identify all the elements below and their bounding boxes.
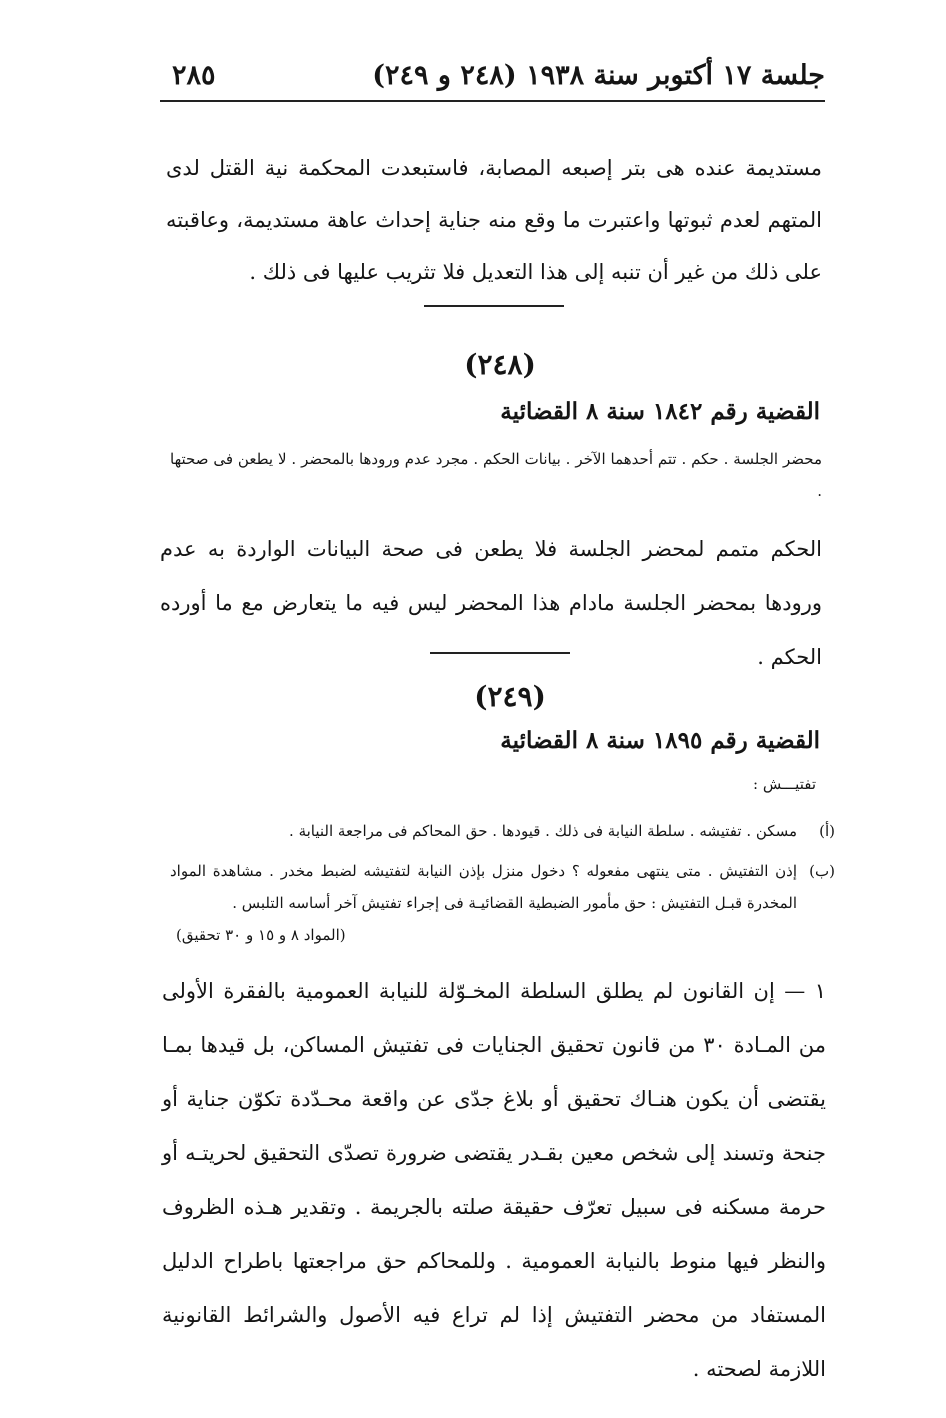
separator-rule [424, 305, 564, 307]
item-text: إذن التفتيش . متى ينتهى مفعوله ؟ دخول منزل بإذن النيابة لتفتيشه لضبط مخدر . مشاهدة المواد المخدرة قبـل التفتيش : حق مأمور الضبطية القضائيـة فى إجراء تفتيش آخر أساسه التلبس . [170, 862, 797, 912]
item-marker: (أ) [819, 822, 835, 840]
page-header [160, 58, 825, 100]
item-text: مسكن . تفتيشه . سلطة النيابة فى ذلك . قيودها . حق المحاكم فى مراجعة النيابة . [289, 822, 797, 840]
case-summary-248: محضر الجلسة . حكم . تتم أحدهما الآخر . بيانات الحكم . مجرد عدم ورودها بالمحضر . لا يطعن فى صحتها . [170, 450, 822, 500]
separator-rule [430, 652, 570, 654]
case-body-249: ١ — إن القانون لم يطلق السلطة المخـوّلة للنيابة العمومية بالفقرة الأولى من المـادة ٣٠ من قانون تحقيق الجنايات فى تفتيش المساكن، بل قيدها بمـا يقتضى أن يكون هنـاك تحقيق أو بلاغ جدّى عن واقعة محـدّدة تكوّن جناية أو جنحة وتسند إلى شخص معين بقـدر يقتضى ضرورة تصدّى التحقيق لحريتـه أو حرمة مسكنه فى سبيل تعرّف حقيقة صلته بالجريمة . وتقدير هـذه الظروف والنظر فيها منوط بالنيابة العمومية . وللمحاكم حق مراجعتها باطراح الدليل المستفاد من محضر التفتيش إذا لم تراع فيه الأصول والشرائط القانونية اللازمة لصحته . [162, 979, 826, 1381]
articles-reference: (المواد ٨ و ١٥ و ٣٠ تحقيق) [176, 926, 346, 944]
case-body-248: الحكم متمم لمحضر الجلسة فلا يطعن فى صحة البيانات الواردة به عدم ورودها بمحضر الجلسة مادام هذا المحضر ليس فيه ما يتعارض مع ما أورده الحكم . [160, 537, 822, 669]
running-title: جلسة ١٧ أكتوبر سنة ١٩٣٨ (٢٤٨ و ٢٤٩) [372, 60, 825, 91]
topic-heading: تفتيـــش : [753, 775, 816, 793]
summary-item-a [210, 815, 835, 847]
case-number-248: (٢٤٨) [464, 348, 536, 381]
case-number-249: (٢٤٩) [474, 680, 546, 713]
page-number: ٢٨٥ [172, 60, 216, 91]
item-marker: (ب) [809, 862, 835, 880]
continuation-paragraph: مستديمة عنده هى بتر إصبعه المصابة، فاستبعدت المحكمة نية القتل لدى المتهم لعدم ثبوتها واعتبرت ما وقع منه جناية إحداث عاهة مستديمة، وعاقبته على ذلك من غير أن تنبه إلى هذا التعديل فلا تثريب عليها فى ذلك . [166, 156, 822, 284]
summary-item-b [170, 855, 835, 919]
case-reference-249: القضية رقم ١٨٩٥ سنة ٨ القضائية [500, 727, 820, 754]
case-reference-248: القضية رقم ١٨٤٢ سنة ٨ القضائية [500, 398, 820, 425]
header-rule [160, 100, 825, 102]
